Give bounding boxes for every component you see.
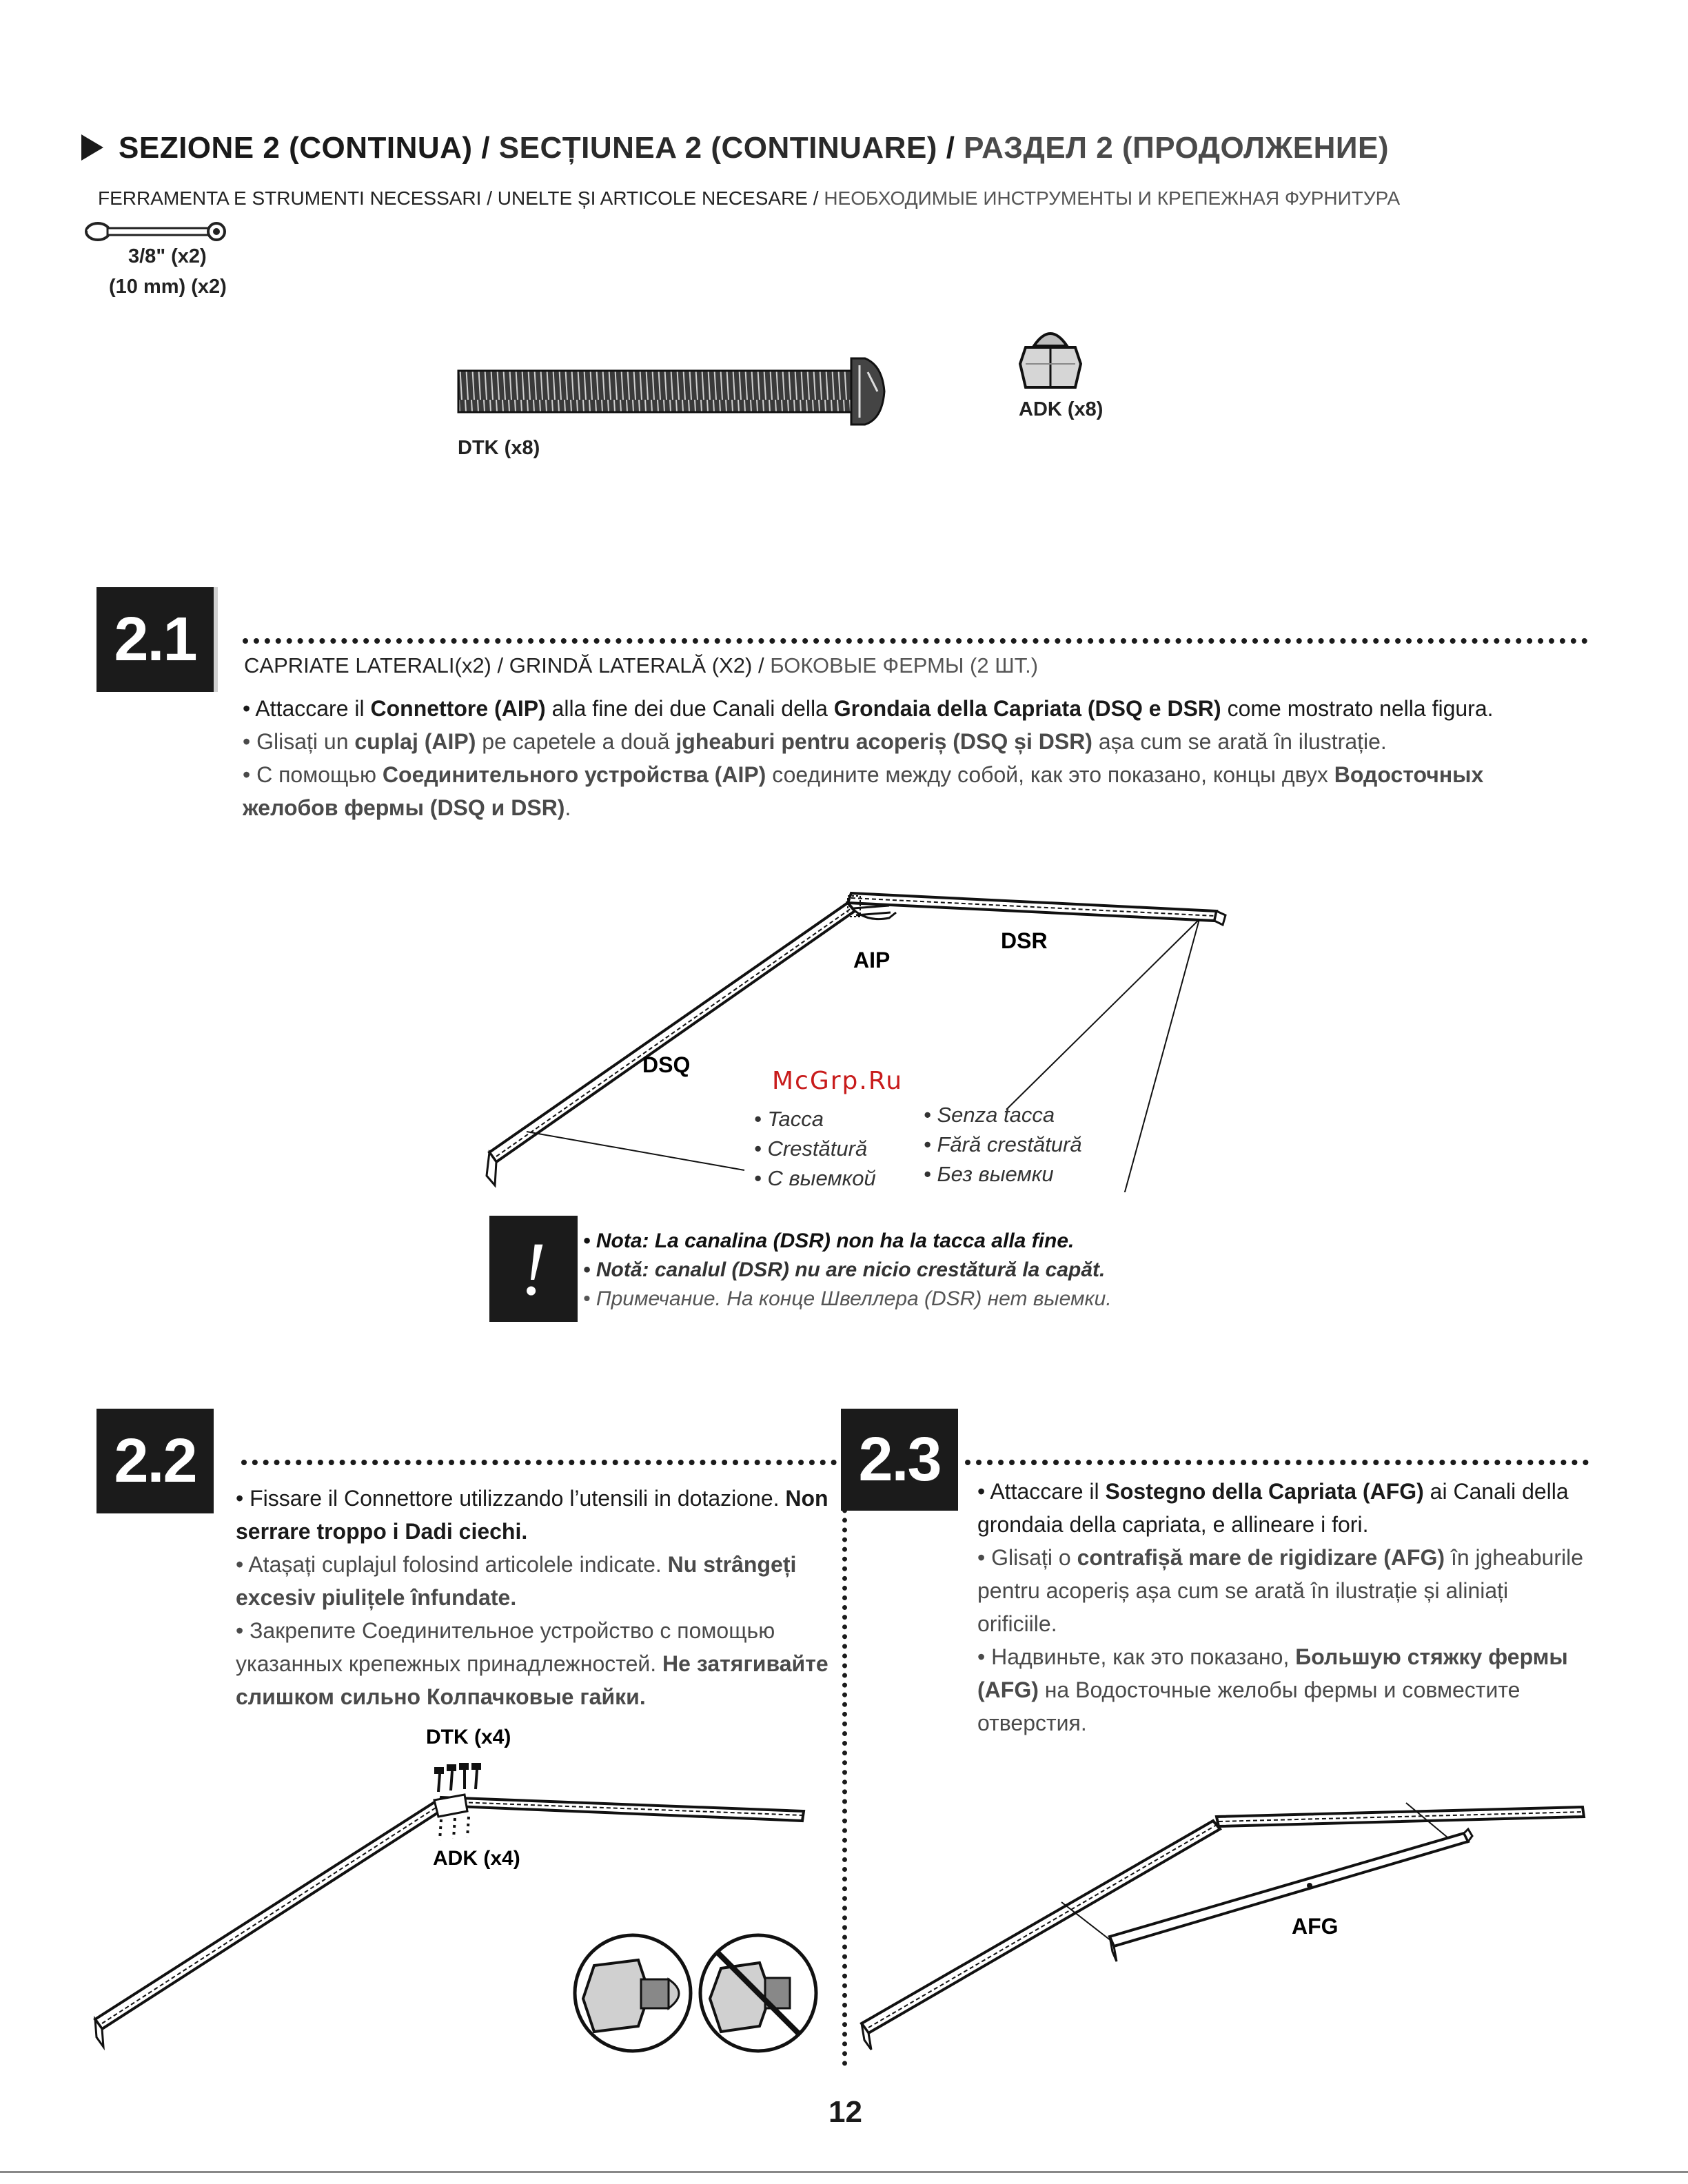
- part-code: Grondaia della Capriata (DSQ e DSR): [833, 696, 1221, 721]
- no-notch-callout: • Senza tacca • Fără crestătură • Без выемки: [924, 1103, 1082, 1186]
- step-2-2-text-ro: • Atașați cuplajul folosind articolele indicate. Nu strângeți excesiv piulițele înfundate.: [236, 1552, 797, 1610]
- dtk-label: DTK (x4): [426, 1726, 511, 1748]
- text-part: Закрепите Соединительное устройство с помощью указанных крепежных принадлежностей.: [236, 1618, 775, 1676]
- notch-ru: С выемкой: [767, 1166, 876, 1190]
- tools-separator: /: [487, 187, 492, 209]
- note-ru: Примечание. На конце Швеллера (DSR) нет выемки.: [596, 1287, 1112, 1310]
- notch-ro: Crestătură: [767, 1136, 868, 1161]
- warning-icon: [489, 1216, 578, 1322]
- label-dsq: DSQ: [642, 1052, 691, 1077]
- step-badge-2-1: [96, 587, 214, 692]
- part-code: contrafișă mare de rigidizare (AFG): [1077, 1545, 1445, 1570]
- step-2-1-subtitle: [244, 653, 1038, 678]
- nonotch-ro: Fără crestătură: [937, 1132, 1082, 1156]
- step-number: 2.2: [114, 1427, 196, 1496]
- part-code: Большую стяжку фермы (AFG): [977, 1644, 1568, 1702]
- text-part: Надвиньте, как это показано,: [991, 1644, 1296, 1669]
- subtitle-ro: GRINDĂ LATERALĂ (X2): [509, 653, 753, 677]
- bolt-icon: [451, 351, 893, 434]
- title-it: SEZIONE 2 (CONTINUA): [119, 131, 473, 165]
- step-2-1-text-ro: • Glisați un cuplaj (AIP) pe capetele a două jgheaburi pentru acoperiș (DSQ și DSR) așa cum se arată în ilustrație.: [243, 729, 1387, 754]
- note-block: • Nota: La canalina (DSR) non ha la tacca alla fine. • Notă: canalul (DSR) nu are nicio crestătură la capăt. • Примечание. На конце Швеллера (DSR) нет выемки.: [583, 1229, 1112, 1310]
- text-part: на Водосточные желобы фермы и совместите отверстия.: [977, 1677, 1521, 1735]
- adk-label: ADK (x4): [433, 1847, 520, 1870]
- watermark: McGrp.Ru: [772, 1067, 904, 1095]
- afg-label: AFG: [1292, 1914, 1339, 1939]
- section-title: [81, 131, 1389, 165]
- text-part: .: [565, 795, 571, 820]
- step-2-3-text-ru: • Надвиньте, как это показано, Большую стяжку фермы (AFG) на Водосточные желобы фермы и совместите отверстия.: [977, 1644, 1568, 1735]
- text-part: pe capetele a două: [476, 729, 676, 754]
- step-divider: [965, 1460, 1589, 1465]
- nut-label: ADK (x8): [1019, 398, 1104, 420]
- page-bottom-rule: [0, 2171, 1688, 2173]
- text-part: alla fine dei due Canali della: [545, 696, 834, 721]
- step-number: 2.3: [858, 1425, 941, 1494]
- step-divider: [241, 1460, 848, 1465]
- step-2-3-text-ro: • Glisați o contrafișă mare de rigidizare (AFG) în jgheaburile pentru acoperiș așa cum se arată în ilustrație și aliniați orificiile.: [977, 1545, 1584, 1636]
- over-tightened-nut-icon: [700, 1935, 816, 2051]
- text-part: Attaccare il: [990, 1479, 1106, 1504]
- text-part: în jgheaburile pentru acoperiș așa cum se arată în ilustrație și aliniați orificiile.: [977, 1545, 1584, 1636]
- part-code: Соединительного устройства (AIP): [382, 762, 766, 787]
- tools-heading: [98, 187, 1400, 210]
- text-part: соедините между собой, как это показано, концы двух: [766, 762, 1334, 787]
- text-part: Glisați un: [256, 729, 355, 754]
- part-code: jgheaburi pentru acoperiș (DSQ și DSR): [675, 729, 1092, 754]
- text-part: Glisați o: [991, 1545, 1077, 1570]
- nonotch-it: Senza tacca: [937, 1103, 1055, 1127]
- subtitle-separator: /: [497, 653, 504, 677]
- label-aip: AIP: [853, 948, 891, 972]
- step-2-3-text-it: • Attaccare il Sostegno della Capriata (AFG) ai Canali della grondaia della capriata, e allineare i fori.: [977, 1479, 1569, 1537]
- wrench-metric-label: (10 mm) (x2): [109, 276, 227, 298]
- column-divider: [842, 1460, 847, 2066]
- step-divider: [243, 638, 1588, 644]
- tools-ru: НЕОБХОДИМЫЕ ИНСТРУМЕНТЫ И КРЕПЕЖНАЯ ФУРНИТУРА: [824, 187, 1401, 209]
- truss-brace-diagram: [855, 1764, 1599, 2054]
- part-code: cuplaj (AIP): [354, 729, 476, 754]
- tools-ro: UNELTE ȘI ARTICOLE NECESARE: [497, 187, 808, 209]
- play-arrow-icon: [81, 134, 103, 161]
- wrench-size-label: 3/8" (x2): [128, 245, 207, 267]
- notch-it: Tacca: [767, 1107, 824, 1131]
- part-code: Sostegno della Capriata (AFG): [1105, 1479, 1424, 1504]
- bolt-label: DTK (x8): [458, 437, 540, 459]
- text-emphasis: Nu strângeți excesiv piulițele înfundate.: [236, 1552, 797, 1610]
- subtitle-ru: БОКОВЫЕ ФЕРМЫ (2 ШТ.): [770, 653, 1039, 677]
- step-badge-2-3: [841, 1409, 958, 1511]
- step-number: 2.1: [114, 605, 196, 674]
- note-ro: Notă: canalul (DSR) nu are nicio crestătură la capăt.: [596, 1258, 1106, 1281]
- notch-callout: • Tacca • Crestătură • С выемкой: [754, 1107, 876, 1190]
- note-it: Nota: La canalina (DSR) non ha la tacca alla fine.: [596, 1229, 1075, 1252]
- nonotch-ru: Без выемки: [937, 1162, 1054, 1186]
- text-part: С помощью: [256, 762, 383, 787]
- subtitle-separator: /: [757, 653, 764, 677]
- cap-nut-icon: [1016, 321, 1085, 397]
- part-code: Водосточных желобов фермы (DSQ и DSR): [243, 762, 1484, 820]
- subtitle-it: CAPRIATE LATERALI(x2): [244, 653, 491, 677]
- step-2-1-text-ru: • С помощью Соединительного устройства (AIP) соедините между собой, как это показано, концы двух Водосточных желобов фермы (DSQ и DSR).: [243, 762, 1484, 820]
- text-part: come mostrato nella figura.: [1221, 696, 1494, 721]
- connector-fastening-diagram: [90, 1723, 834, 2068]
- text-part: Attaccare il: [255, 696, 371, 721]
- step-badge-shadow: [214, 587, 218, 692]
- text-part: așa cum se arată în ilustrație.: [1092, 729, 1387, 754]
- label-dsr: DSR: [1001, 928, 1048, 953]
- step-2-1-text-it: • Attaccare il Connettore (AIP) alla fine dei due Canali della Grondaia della Capriata (DSQ e DSR) come mostrato nella figura.: [243, 696, 1494, 721]
- text-emphasis: Non serrare troppo i Dadi ciechi.: [236, 1486, 828, 1544]
- part-code: Connettore (AIP): [370, 696, 546, 721]
- step-2-2-text-it: • Fissare il Connettore utilizzando l’utensili in dotazione. Non serrare troppo i Dadi ciechi.: [236, 1486, 828, 1544]
- page-number: 12: [828, 2095, 862, 2129]
- cap-nut-detail-icon: [575, 1935, 691, 2051]
- warning-mark: !: [520, 1227, 547, 1311]
- text-part: Atașați cuplajul folosind articolele indicate.: [248, 1552, 668, 1577]
- tools-separator: /: [813, 187, 819, 209]
- text-part: Fissare il Connettore utilizzando l’utensili in dotazione.: [250, 1486, 786, 1511]
- tools-it: FERRAMENTA E STRUMENTI NECESSARI: [98, 187, 482, 209]
- text-part: ai Canali della grondaia della capriata, e allineare i fori.: [977, 1479, 1569, 1537]
- text-emphasis: Не затягивайте слишком сильно Колпачковые гайки.: [236, 1651, 828, 1709]
- title-ru: РАЗДЕЛ 2 (ПРОДОЛЖЕНИЕ): [964, 131, 1390, 165]
- title-separator: /: [946, 131, 955, 165]
- title-separator: /: [481, 131, 491, 165]
- title-ro: SECȚIUNEA 2 (CONTINUARE): [498, 131, 937, 165]
- step-badge-2-2: [96, 1409, 214, 1513]
- step-2-2-text-ru: • Закрепите Соединительное устройство с помощью указанных крепежных принадлежностей. Не затягивайте слишком сильно Колпачковые гайки.: [236, 1618, 828, 1709]
- wrench-icon: [81, 219, 233, 247]
